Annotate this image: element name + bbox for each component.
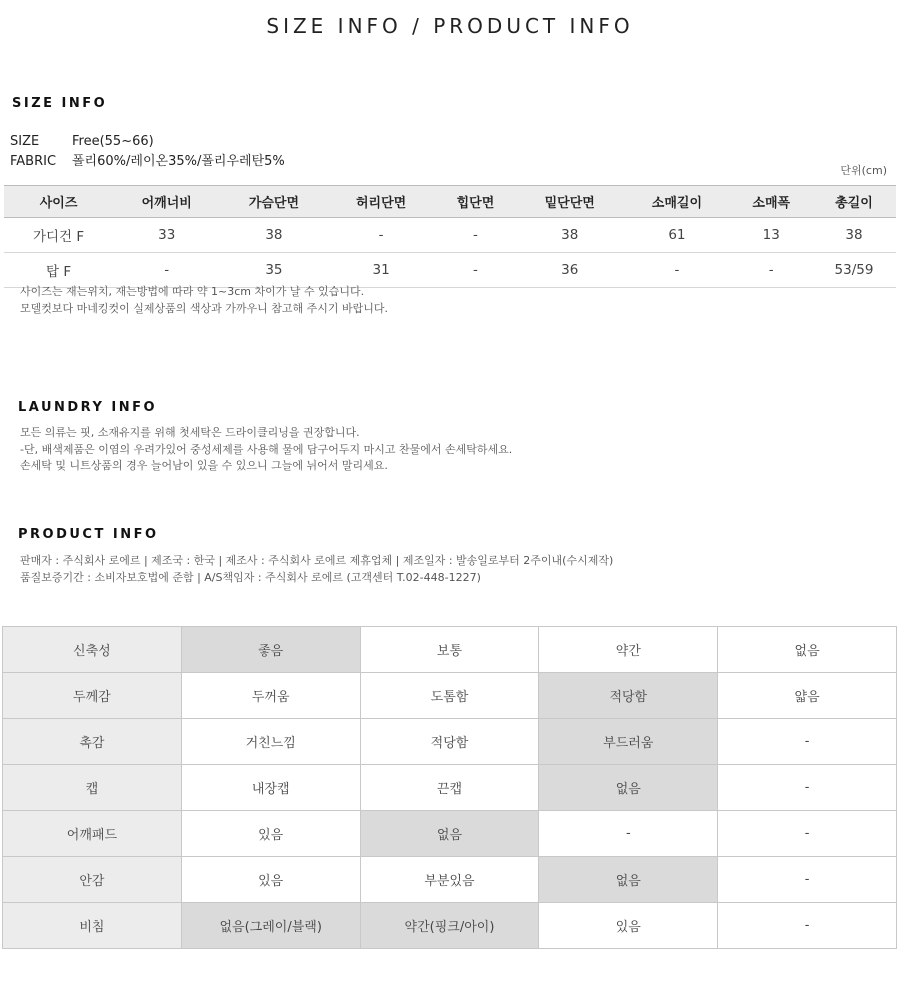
property-option: 내장캡 (181, 765, 360, 811)
property-option: 없음(그레이/블랙) (181, 903, 360, 949)
size-spec (10, 134, 154, 149)
laundry-info-heading: LAUNDRY INFO (18, 400, 158, 415)
note-line: 손세탁 및 니트상품의 경우 늘어남이 있을 수 있으니 그늘에 뉘어서 말리세요. (20, 459, 388, 472)
property-row (3, 903, 897, 949)
property-option: - (718, 765, 897, 811)
property-row (3, 627, 897, 673)
table-cell: 36 (516, 253, 623, 288)
table-row (4, 218, 896, 253)
table-cell: - (731, 253, 812, 288)
size-value: Free(55~66) (72, 134, 154, 149)
note-line: 사이즈는 재는위치, 재는방법에 따라 약 1~3cm 차이가 날 수 있습니다. (20, 285, 365, 298)
table-cell: - (113, 253, 220, 288)
property-name: 신축성 (3, 627, 182, 673)
column-header: 밑단단면 (516, 186, 623, 218)
size-table-header (4, 186, 896, 218)
property-option: 좋음 (181, 627, 360, 673)
property-row (3, 719, 897, 765)
property-option: 적당함 (360, 719, 539, 765)
table-cell: 13 (731, 218, 812, 253)
property-name: 두께감 (3, 673, 182, 719)
column-header: 어깨너비 (113, 186, 220, 218)
property-name: 어깨패드 (3, 811, 182, 857)
table-cell: 35 (220, 253, 327, 288)
product-info-heading: PRODUCT INFO (18, 527, 159, 542)
column-header: 소매폭 (731, 186, 812, 218)
column-header: 허리단면 (328, 186, 435, 218)
note-line: 품질보증기간 : 소비자보호법에 준함 | A/S책임자 : 주식회사 로에르 (고객센터 T.02-448-1227) (20, 570, 481, 584)
table-cell: 가디건 F (4, 218, 113, 253)
table-cell: 31 (328, 253, 435, 288)
laundry-notes (20, 425, 512, 475)
property-row (3, 673, 897, 719)
property-option: 부분있음 (360, 857, 539, 903)
note-line: 판매자 : 주식회사 로에르 | 제조국 : 한국 | 제조사 : 주식회사 로에르 제휴업체 | 제조일자 : 발송일로부터 2주이내(수시제작) (20, 554, 614, 567)
table-cell: - (328, 218, 435, 253)
property-option: 보통 (360, 627, 539, 673)
note-line: 모든 의류는 핏, 소재유지를 위해 첫세탁은 드라이클리닝을 권장합니다. (20, 426, 360, 439)
table-cell: 53/59 (812, 253, 896, 288)
property-option: 있음 (181, 857, 360, 903)
property-name: 촉감 (3, 719, 182, 765)
property-option: 있음 (539, 903, 718, 949)
note-line: -단, 배색제품은 이염의 우려가있어 중성세제를 사용해 물에 담구어두지 마시고 찬물에서 손세탁하세요. (20, 442, 513, 456)
property-option: 약간 (539, 627, 718, 673)
property-row (3, 811, 897, 857)
table-cell: 탑 F (4, 253, 113, 288)
property-name: 안감 (3, 857, 182, 903)
size-label: SIZE (10, 134, 40, 149)
property-option: 없음 (539, 765, 718, 811)
property-option: - (718, 811, 897, 857)
table-cell: - (435, 218, 516, 253)
properties-table (2, 626, 897, 949)
column-header: 가슴단면 (220, 186, 327, 218)
property-option: 있음 (181, 811, 360, 857)
property-option: 거친느낌 (181, 719, 360, 765)
fabric-value: 폴리60%/레이온35%/폴리우레탄5% (72, 154, 285, 169)
property-option: 도톰함 (360, 673, 539, 719)
property-row (3, 857, 897, 903)
property-option: 얇음 (718, 673, 897, 719)
property-option: 두꺼움 (181, 673, 360, 719)
page-title: SIZE INFO / PRODUCT INFO (266, 14, 634, 38)
property-row (3, 765, 897, 811)
table-cell: 38 (220, 218, 327, 253)
note-line: 모델컷보다 마네킹컷이 실제상품의 색상과 가까우니 참고해 주시기 바랍니다. (20, 301, 389, 315)
product-notes (20, 553, 613, 586)
table-cell: - (435, 253, 516, 288)
table-cell: 38 (812, 218, 896, 253)
property-option: - (718, 857, 897, 903)
property-name: 캡 (3, 765, 182, 811)
property-option: 없음 (718, 627, 897, 673)
property-option: - (718, 719, 897, 765)
property-option: 부드러움 (539, 719, 718, 765)
property-option: 적당함 (539, 673, 718, 719)
column-header: 총길이 (812, 186, 896, 218)
table-row (4, 253, 896, 288)
table-cell: 61 (623, 218, 730, 253)
unit-label: 단위(cm) (840, 164, 887, 177)
property-option: - (718, 903, 897, 949)
size-info-heading: SIZE INFO (12, 96, 108, 111)
property-option: 없음 (360, 811, 539, 857)
column-header: 소매길이 (623, 186, 730, 218)
size-notes (20, 284, 388, 317)
size-table (4, 185, 896, 288)
property-name: 비침 (3, 903, 182, 949)
table-cell: - (623, 253, 730, 288)
column-header: 힙단면 (435, 186, 516, 218)
property-option: 끈캡 (360, 765, 539, 811)
fabric-label: FABRIC (10, 154, 57, 169)
table-cell: 33 (113, 218, 220, 253)
table-cell: 38 (516, 218, 623, 253)
property-option: - (539, 811, 718, 857)
property-option: 약간(핑크/아이) (360, 903, 539, 949)
property-option: 없음 (539, 857, 718, 903)
fabric-spec (10, 150, 285, 169)
column-header: 사이즈 (4, 186, 113, 218)
